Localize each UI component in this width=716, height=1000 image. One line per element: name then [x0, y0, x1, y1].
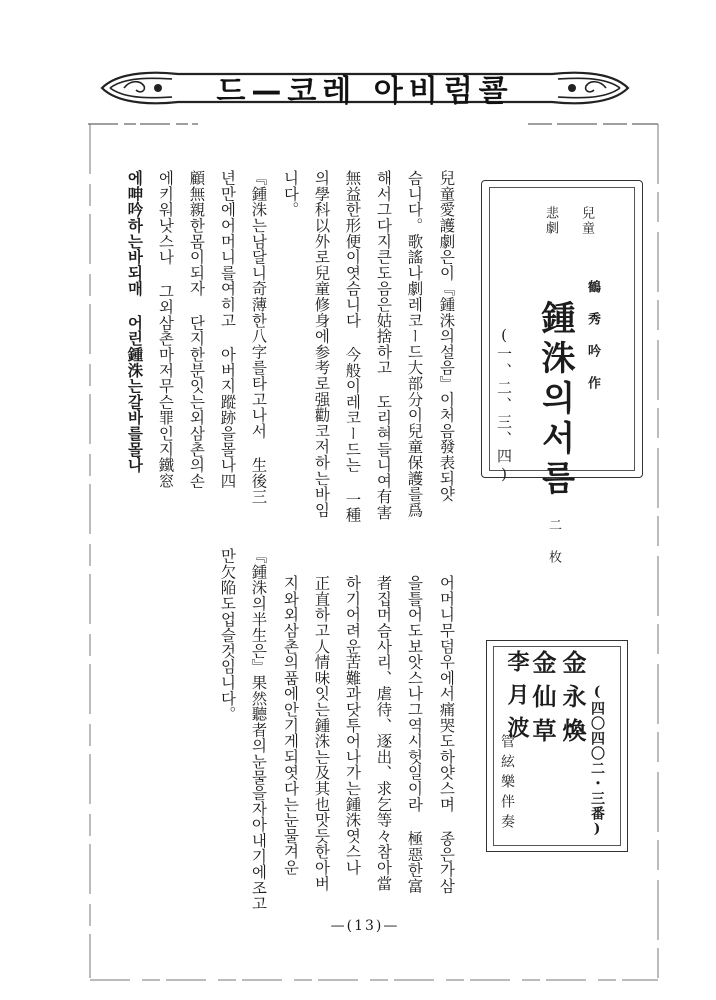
- cast-name-2: 金仙草: [528, 650, 557, 752]
- body-column-9: 顧無親한몸이되자 단지한분잇는외삼촌의손: [187, 170, 206, 489]
- disc-count: 二 枚: [546, 518, 561, 565]
- lower-column-2: 을틀어도보앗스나그역시헛일이라 極惡한富: [405, 575, 424, 894]
- body-column-3: 해서그다지큰도음은姑捨하고 도리혀들니여有害: [374, 170, 393, 521]
- body-column-2: 슴니다。歌謠나劇레코ー드大部分이兒童保護를爲: [405, 170, 424, 518]
- parts-label: (一、二、三、四): [495, 326, 513, 485]
- record-number: (四〇四〇二・三番): [589, 684, 605, 838]
- lower-column-3: 者집머슴사리、虐待、逐出、求乞等々참아當: [374, 575, 393, 891]
- page-header-title: 드—코레 아비럼쿌: [216, 74, 514, 109]
- body-column-4: 無益한形便이엿슴니다 今般이레코ー드는 一種: [343, 170, 362, 523]
- author-credit: 鶴 秀 吟 作: [585, 280, 600, 391]
- drama-title: 鍾洙의서름: [535, 300, 575, 500]
- body-column-11: 에呻吟하는바되매 어린鍾洙는갈바를몰나: [125, 170, 144, 473]
- genre-label-2: 悲劇: [543, 206, 558, 236]
- lower-column-4: 하기어려운苦難과닷투어나가는鍾洙엿스나: [343, 575, 362, 876]
- page-number: —(13)—: [330, 918, 400, 934]
- body-column-7: 『鍾洙는남달니奇薄한八字를타고나서 生後三: [249, 170, 268, 505]
- body-column-5: 의學科以外로兒童修身에参考로强勸코저하는바임: [312, 170, 331, 518]
- lower-column-5: 正直하고人情味잇는鍾洙는及其也맛듯한아버: [312, 575, 331, 891]
- lower-column-8: 만欠陥도업슬것임니다。: [218, 548, 237, 722]
- cast-name-1: 金永煥: [558, 650, 587, 752]
- body-column-8: 년만에어머니를여히고 아버지蹤跡을몰나四: [218, 170, 237, 489]
- header-banner: [100, 68, 630, 108]
- genre-label-1: 兒童: [579, 206, 594, 236]
- body-column-6: 니다。: [281, 170, 300, 218]
- cast-name-3: 李月波: [504, 650, 530, 749]
- lower-column-6: 지와외삼촌의품에안기게되엿다는눈물겨운: [281, 575, 300, 876]
- body-column-10: 에키워낫스나 그외삼촌마저무슨罪인지鐵窓: [156, 170, 175, 489]
- body-column-1: 兒童愛護劇은이『鍾洙의설음』이처음發表되얏: [437, 170, 456, 502]
- music-credit: 管絃樂伴奏: [499, 734, 515, 834]
- lower-column-1: 어머니무덤우에서痛哭도하얏스며 종은가삼: [437, 575, 456, 894]
- lower-column-7: 『鍾洙의半生은』果然聽者의눈물을자아내기에조고: [249, 548, 268, 912]
